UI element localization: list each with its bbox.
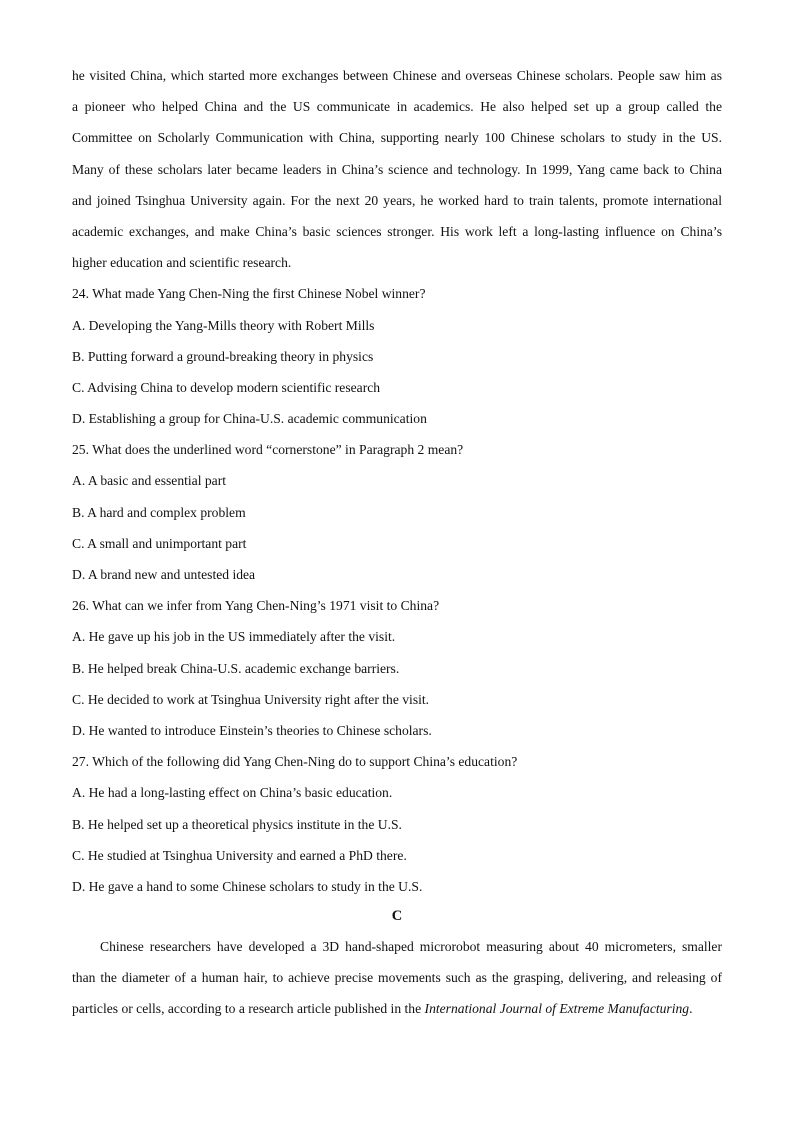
answer-option: B. Putting forward a ground-breaking theory in physics <box>72 348 374 364</box>
question-stem: 26. What can we infer from Yang Chen-Ning’s 1971 visit to China? <box>72 598 440 614</box>
question-stem: 25. What does the underlined word “cornerstone” in Paragraph 2 mean? <box>72 442 464 458</box>
journal-title: International Journal of Extreme Manufacturing <box>424 1001 690 1017</box>
paragraph-line: academic exchanges, and make China’s basic sciences stronger. His work left a long-lasting influence on China’s <box>72 223 722 239</box>
answer-option: D. He gave a hand to some Chinese scholars to study in the U.S. <box>72 878 423 894</box>
section-c-heading: C <box>391 908 403 925</box>
question-stem: 27. Which of the following did Yang Chen-Ning do to support China’s education? <box>72 754 518 770</box>
paragraph-line: and joined Tsinghua University again. For the next 20 years, he worked hard to train talents, promote international <box>72 192 722 208</box>
line-text: particles or cells, according to a research article published in the <box>72 1001 425 1017</box>
paragraph-line: than the diameter of a human hair, to achieve precise movements such as the grasping, delivering, and releasing of <box>72 970 722 986</box>
answer-option: C. Advising China to develop modern scientific research <box>72 379 381 395</box>
answer-option: D. Establishing a group for China-U.S. academic communication <box>72 411 427 427</box>
question-26 <box>72 593 722 749</box>
answer-option: C. He studied at Tsinghua University and earned a PhD there. <box>72 847 407 863</box>
question-25 <box>72 437 722 593</box>
paragraph-line: a pioneer who helped China and the US communicate in academics. He also helped set up a group called the <box>72 99 722 115</box>
paragraph-line: Many of these scholars later became leaders in China’s science and technology. In 1999, Yang came back to China <box>72 161 722 177</box>
paragraph-line: Chinese researchers have developed a 3D hand-shaped microrobot measuring about 40 micrometers, smaller <box>100 939 722 955</box>
line-text: . <box>689 1001 693 1017</box>
paragraph-line: Committee on Scholarly Communication with China, supporting nearly 100 Chinese scholars to study in the US. <box>72 130 722 146</box>
answer-option: A. He gave up his job in the US immediately after the visit. <box>72 629 396 645</box>
question-24 <box>72 281 722 437</box>
document-page <box>72 63 722 1028</box>
answer-option: B. He helped break China-U.S. academic exchange barriers. <box>72 660 400 676</box>
answer-option: D. A brand new and untested idea <box>72 567 256 582</box>
question-27 <box>72 749 722 905</box>
paragraph-line: higher education and scientific research. <box>72 255 292 271</box>
answer-option: B. A hard and complex problem <box>72 504 246 520</box>
answer-option: C. A small and unimportant part <box>72 535 247 551</box>
answer-option: C. He decided to work at Tsinghua University right after the visit. <box>72 691 430 707</box>
answer-option: B. He helped set up a theoretical physics institute in the U.S. <box>72 816 402 832</box>
question-stem: 24. What made Yang Chen-Ning the first Chinese Nobel winner? <box>72 286 426 302</box>
passage-c-paragraph <box>72 934 722 1028</box>
answer-option: A. A basic and essential part <box>72 473 227 489</box>
answer-option: A. Developing the Yang-Mills theory with Robert Mills <box>72 317 375 333</box>
paragraph-line: he visited China, which started more exchanges between Chinese and overseas Chinese scholars. People saw him as <box>72 68 722 83</box>
paragraph-line <box>72 996 722 1027</box>
answer-option: A. He had a long-lasting effect on China’s basic education. <box>72 785 393 801</box>
answer-option: D. He wanted to introduce Einstein’s theories to Chinese scholars. <box>72 722 432 738</box>
passage-b-paragraph <box>72 63 722 281</box>
